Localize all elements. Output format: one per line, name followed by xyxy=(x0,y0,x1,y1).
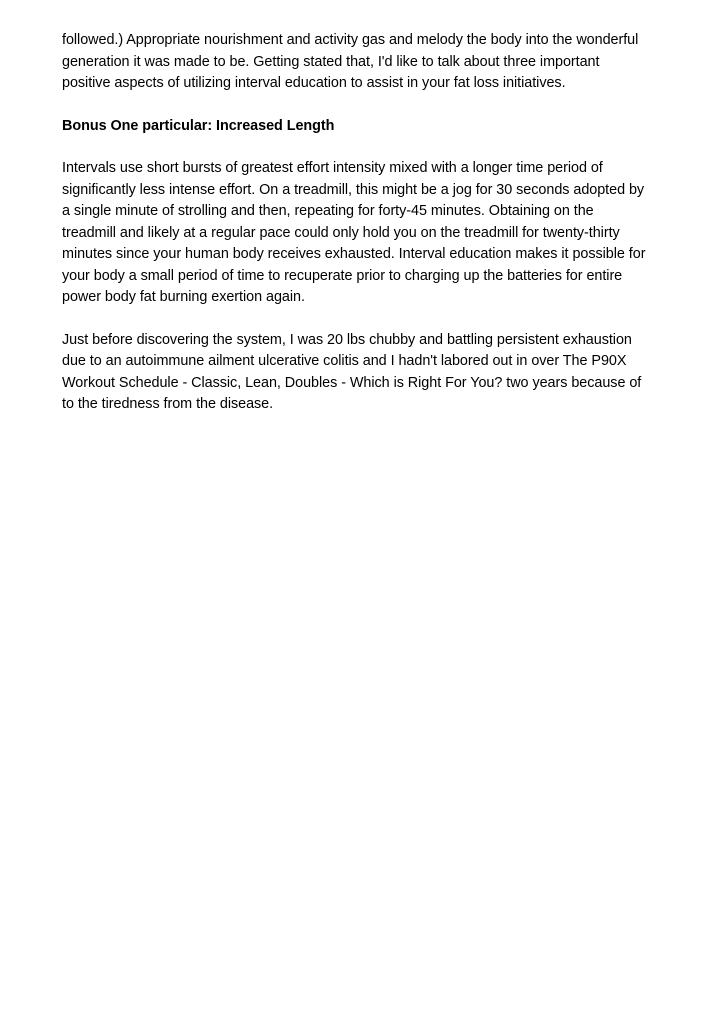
text-line: significantly less intense effort. On a treadmill, this might be a jog for 30 seconds adopted by xyxy=(62,181,645,198)
section-heading: Bonus One particular: Increased Length xyxy=(62,117,335,134)
text-line: power body fat burning exertion again. xyxy=(62,289,305,305)
paragraph-intervals xyxy=(62,158,672,309)
text-line: treadmill and likely at a regular pace could only hold you on the treadmill for twenty-thirty xyxy=(62,224,620,241)
text-line: a single minute of strolling and then, repeating for forty-45 minutes. Obtaining on the xyxy=(62,203,594,219)
document-page xyxy=(62,30,672,437)
text-line: generation it was made to be. Getting stated that, I'd like to talk about three important xyxy=(62,53,600,70)
text-line: Workout Schedule - Classic, Lean, Doubles - Which is Right For You? two years because of xyxy=(62,374,642,391)
text-line: followed.) Appropriate nourishment and activity gas and melody the body into the wonderful xyxy=(62,32,639,48)
text-line: your body a small period of time to recuperate prior to charging up the batteries for entire xyxy=(62,267,623,284)
paragraph-intro xyxy=(62,30,672,95)
text-line: Just before discovering the system, I was 20 lbs chubby and battling persistent exhaustion xyxy=(62,331,632,348)
text-line: minutes since your human body receives exhausted. Interval education makes it possible for xyxy=(62,246,646,262)
text-line: Intervals use short bursts of greatest effort intensity mixed with a longer time period of xyxy=(62,160,603,176)
text-line: due to an autoimmune ailment ulcerative colitis and I hadn't labored out in over The P90X xyxy=(62,353,627,369)
text-line: to the tiredness from the disease. xyxy=(62,396,274,412)
text-line: positive aspects of utilizing interval education to assist in your fat loss initiatives. xyxy=(62,75,566,91)
paragraph-personal-story xyxy=(62,330,672,416)
